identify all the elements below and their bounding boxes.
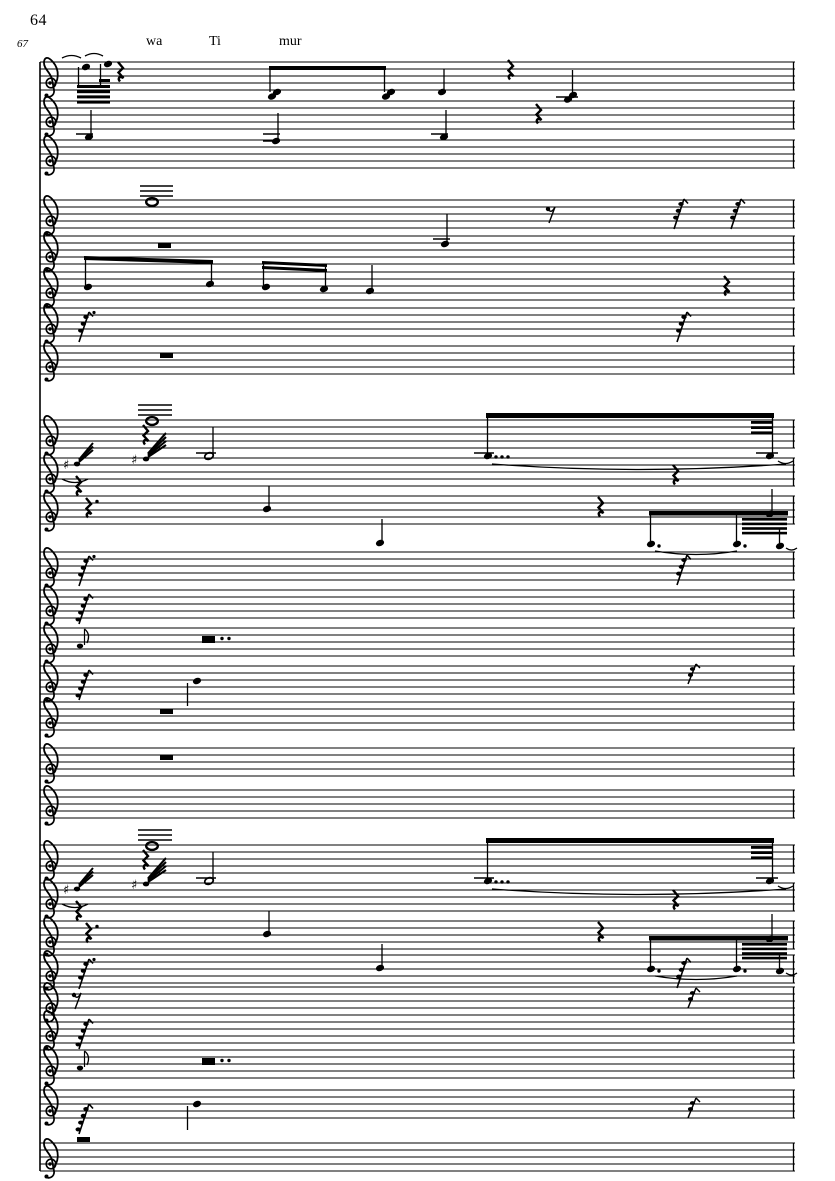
- staff-D6: [40, 1011, 795, 1051]
- treble-clef-icon: [44, 268, 58, 308]
- treble-clef-icon: [44, 548, 58, 588]
- treble-clef-icon: [44, 841, 58, 881]
- lyric-syllable: wa: [146, 34, 163, 49]
- staff-C3: [40, 492, 797, 555]
- treble-clef-icon: [44, 786, 58, 826]
- staff-C7: [40, 662, 795, 706]
- staff-B2: [40, 232, 795, 272]
- measure-number: 67: [17, 38, 28, 50]
- treble-clef-icon: [44, 196, 58, 236]
- treble-clef-icon: [44, 136, 58, 176]
- treble-clef-icon: [44, 662, 58, 702]
- treble-clef-icon: [44, 58, 58, 98]
- lyric-syllable: Ti: [209, 34, 221, 49]
- staff-D1: [40, 830, 795, 895]
- staff-D9: [40, 1139, 795, 1179]
- staff-C10: [40, 786, 795, 826]
- svg-text:♯: ♯: [131, 453, 138, 468]
- treble-clef-icon: [44, 1086, 58, 1126]
- treble-clef-icon: [44, 1139, 58, 1179]
- treble-clef-icon: [44, 232, 58, 272]
- staff-C5: [40, 586, 795, 626]
- staff-A3: [40, 136, 795, 176]
- staff-D5: [40, 983, 795, 1023]
- svg-text:♯: ♯: [63, 458, 70, 473]
- staff-D4: [40, 951, 795, 991]
- treble-clef-icon: [44, 624, 58, 664]
- staff-A1: [40, 54, 795, 104]
- treble-clef-icon: [44, 744, 58, 784]
- treble-clef-icon: [44, 586, 58, 626]
- treble-clef-icon: [44, 1046, 58, 1086]
- staff-B5: [40, 342, 795, 382]
- svg-text:♯: ♯: [131, 878, 138, 893]
- treble-clef-icon: [44, 416, 58, 456]
- treble-clef-icon: [44, 454, 58, 494]
- staff-C6: [40, 624, 795, 664]
- treble-clef-icon: [44, 1011, 58, 1051]
- treble-clef-icon: [44, 304, 58, 344]
- lyric-syllable: mur: [279, 34, 302, 49]
- staff-D8: [40, 1086, 795, 1142]
- treble-clef-icon: [44, 492, 58, 532]
- staff-B1: [40, 186, 795, 248]
- treble-clef-icon: [44, 879, 58, 919]
- svg-text:♯: ♯: [63, 883, 70, 898]
- page-number: 64: [30, 12, 47, 29]
- staff-B4: [40, 304, 795, 344]
- staff-A2: [40, 97, 795, 145]
- staff-C1: [40, 405, 795, 470]
- staff-C9: [40, 744, 795, 784]
- staff-C8: [40, 698, 795, 738]
- treble-clef-icon: [44, 342, 58, 382]
- treble-clef-icon: [44, 97, 58, 137]
- treble-clef-icon: [44, 698, 58, 738]
- staff-D7: [40, 1046, 795, 1086]
